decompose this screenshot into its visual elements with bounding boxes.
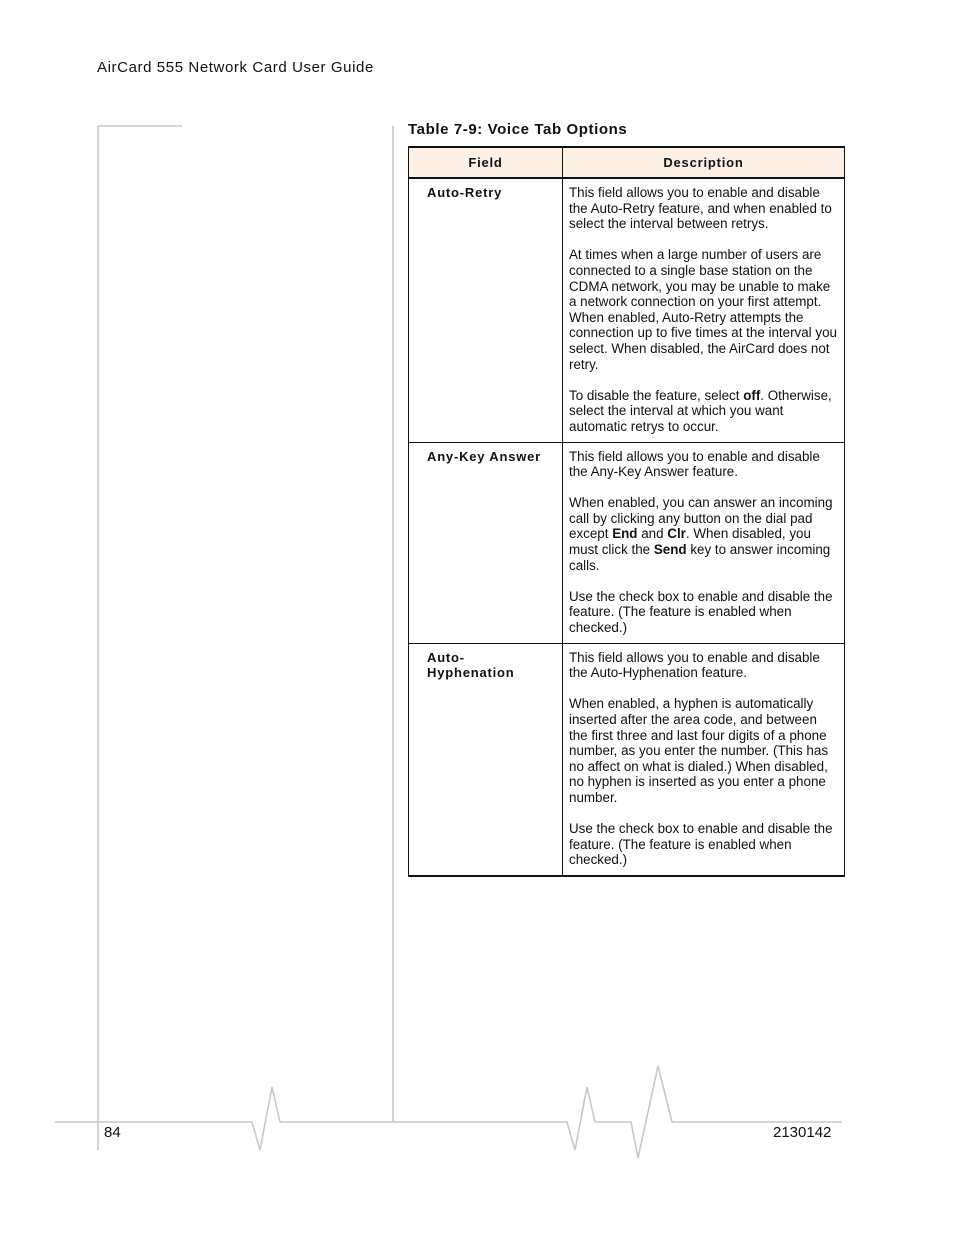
field-label-line: Auto- xyxy=(427,649,465,665)
field-any-key-answer: Any-Key Answer xyxy=(409,442,563,643)
document-number: 2130142 xyxy=(773,1124,832,1141)
description-paragraph: This field allows you to enable and disable the Any-Key Answer feature. xyxy=(569,448,820,480)
description-paragraph: When enabled, a hyphen is automatically inserted after the area code, and between the first three and last four digits of a phone number, as you enter the number. (This has no affect on what is dialed.) When disabled, no hyphen is inserted as you enter a phone number. xyxy=(569,696,829,805)
description-auto-hyphenation xyxy=(563,643,845,876)
table-title: Table 7-9: Voice Tab Options xyxy=(408,121,628,138)
column-header-description: Description xyxy=(563,147,845,178)
field-label-line: Hyphenation xyxy=(427,665,515,681)
description-paragraph xyxy=(569,388,838,435)
description-paragraph: This field allows you to enable and disable the Auto-Hyphenation feature. xyxy=(569,649,820,681)
description-paragraph: Use the check box to enable and disable the feature. (The feature is enabled when checked.) xyxy=(569,821,833,868)
document-header: AirCard 555 Network Card User Guide xyxy=(97,59,374,76)
field-auto-hyphenation xyxy=(409,643,563,876)
text-run: When enabled, you can answer an incoming call by clicking any button on the dial pad except xyxy=(569,495,833,542)
key-name-end: End xyxy=(612,526,638,542)
text-run: key to answer incoming calls. xyxy=(569,542,831,573)
description-auto-retry xyxy=(563,178,845,442)
table-row xyxy=(409,442,845,643)
footer-pulse-line xyxy=(55,1066,842,1158)
table-row xyxy=(409,178,845,442)
table-header-row xyxy=(409,147,845,178)
description-paragraph: This field allows you to enable and disable the Auto-Retry feature, and when enabled to select the interval between retrys. xyxy=(569,185,832,232)
description-any-key-answer xyxy=(563,442,845,643)
text-run: . When disabled, you must click the xyxy=(569,526,811,558)
text-run: . Otherwise, select the interval at which you want automatic retrys to occur. xyxy=(569,387,832,434)
description-paragraph: Use the check box to enable and disable the feature. (The feature is enabled when checked.) xyxy=(569,588,833,636)
field-auto-retry: Auto-Retry xyxy=(409,178,563,442)
description-paragraph xyxy=(569,495,838,573)
table-row xyxy=(409,643,845,876)
description-paragraph: At times when a large number of users are connected to a single base station on the CDMA network, you may be unable to make a network connection on your first attempt. When enabled, Auto-Retry attempts the connection up to five times at the interval you select. When disabled, the AirCard does not retry. xyxy=(569,247,837,372)
key-name-clr: Clr xyxy=(667,526,686,542)
option-keyword-off: off xyxy=(743,387,761,403)
key-name-send: Send xyxy=(653,542,687,558)
text-run: and xyxy=(637,526,668,542)
page-number: 84 xyxy=(104,1124,121,1141)
column-header-field: Field xyxy=(409,147,563,178)
voice-tab-options-table xyxy=(408,146,845,877)
text-run: To disable the feature, select xyxy=(569,387,744,403)
